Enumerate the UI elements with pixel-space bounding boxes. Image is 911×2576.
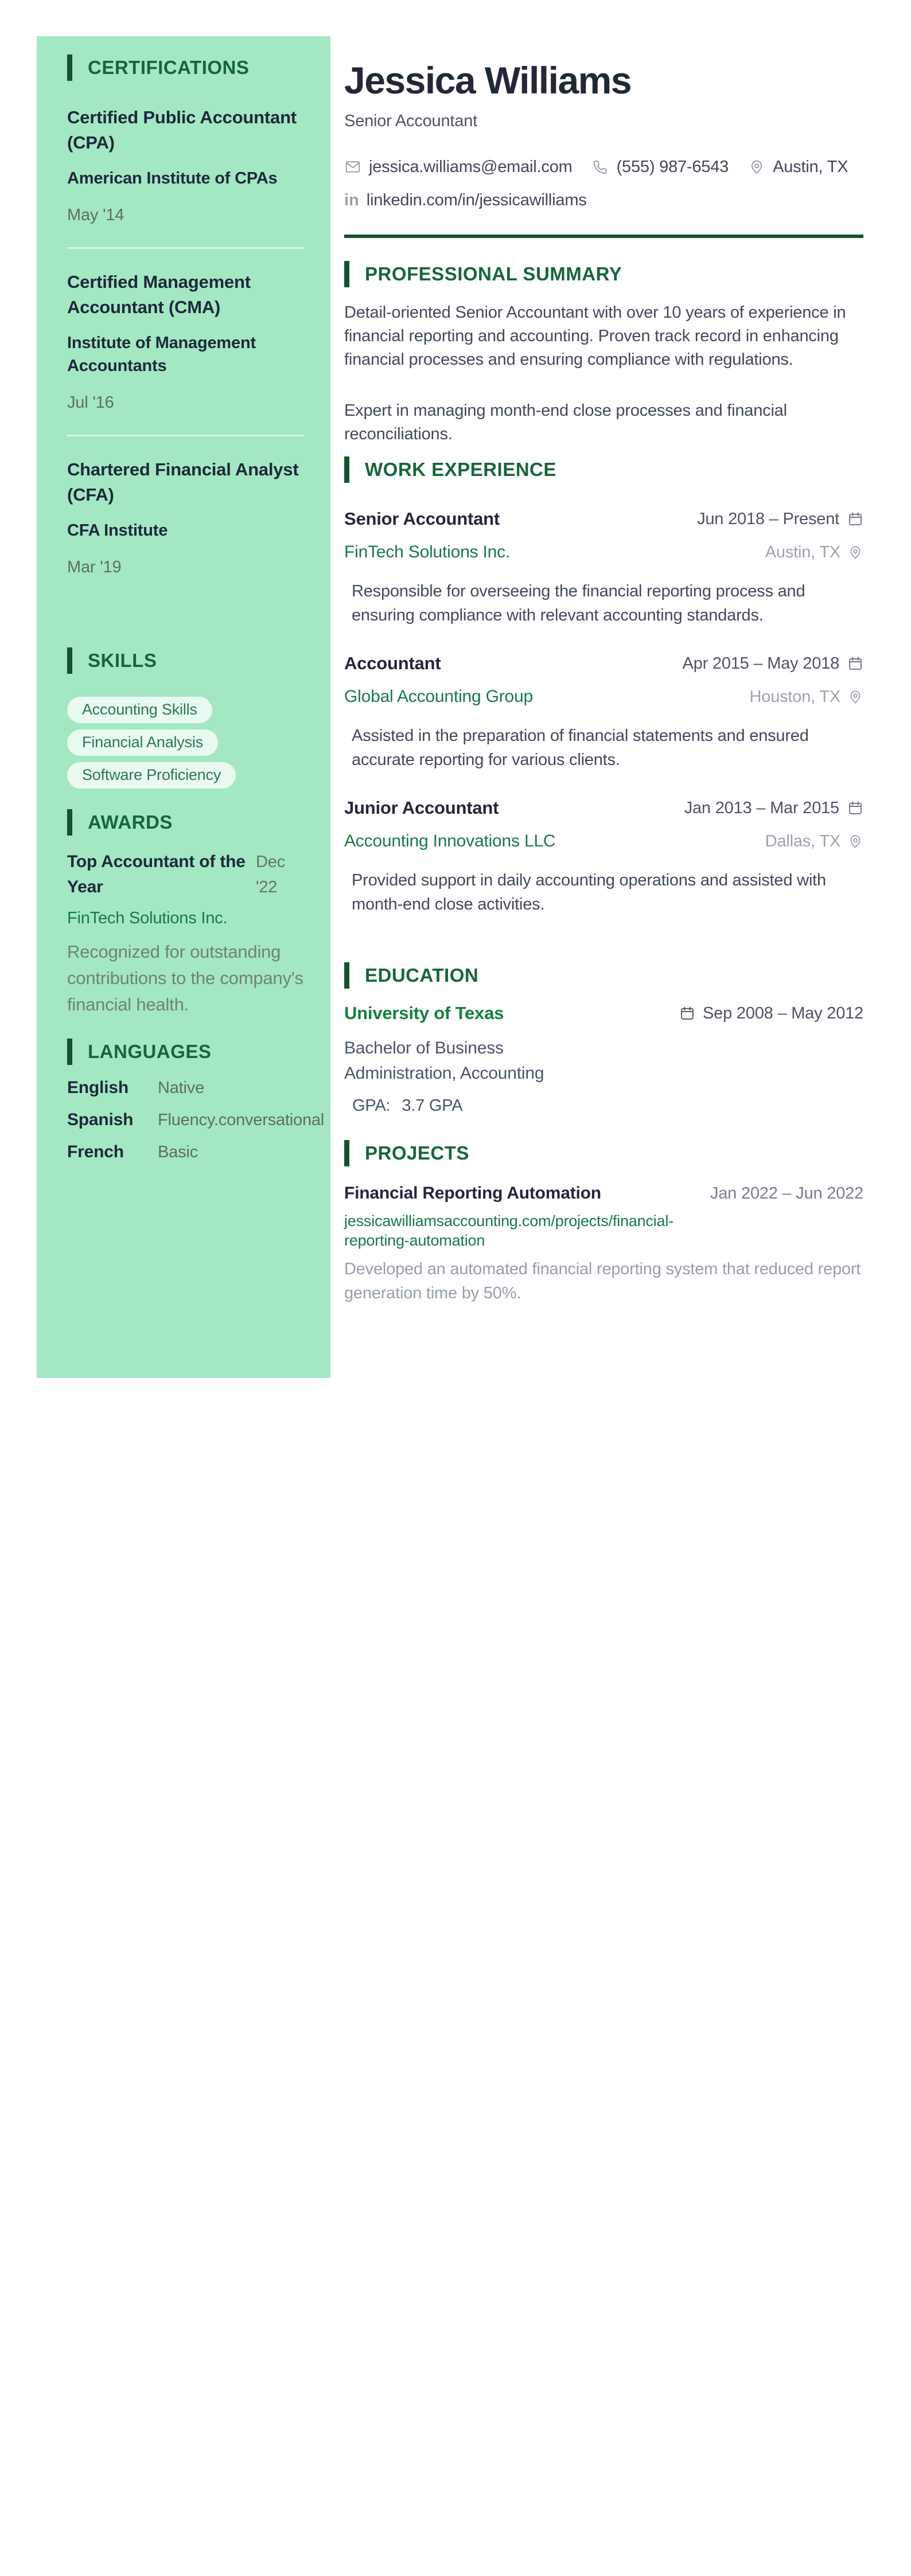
skills-pill-list bbox=[67, 697, 304, 789]
language-row bbox=[67, 1076, 304, 1099]
contact-location bbox=[748, 155, 848, 178]
job-dates: Jan 2013 – Mar 2015 bbox=[684, 799, 839, 817]
language-level: Basic bbox=[158, 1143, 198, 1161]
contact-linkedin[interactable] bbox=[344, 189, 587, 212]
work-section-heading bbox=[344, 456, 863, 483]
summary-title: PROFESSIONAL SUMMARY bbox=[365, 263, 622, 284]
awards-title: AWARDS bbox=[88, 811, 173, 833]
job-location: Houston, TX bbox=[749, 688, 840, 706]
location-text: Austin, TX bbox=[773, 158, 848, 176]
language-name: English bbox=[67, 1078, 129, 1097]
education-dates: Sep 2008 – May 2012 bbox=[703, 1004, 863, 1022]
certification-date: May '14 bbox=[67, 206, 124, 224]
awards-section-heading bbox=[67, 809, 304, 836]
job-company: Accounting Innovations LLC bbox=[344, 832, 556, 850]
certification-name: Certified Public Accountant (CPA) bbox=[67, 107, 297, 153]
heading-accent-bar bbox=[67, 1039, 72, 1065]
certification-name: Chartered Financial Analyst (CFA) bbox=[67, 459, 299, 505]
award-date: Dec '22 bbox=[256, 853, 285, 896]
job-description: Provided support in daily accounting operations and assisted with month-end close activities. bbox=[352, 871, 826, 914]
education-entry bbox=[344, 1002, 863, 1117]
skill-pill: Software Proficiency bbox=[67, 762, 236, 789]
education-gpa-row bbox=[344, 1094, 591, 1117]
heading-accent-bar bbox=[67, 54, 72, 81]
location-pin-icon bbox=[847, 833, 863, 849]
phone-text: (555) 987-6543 bbox=[616, 158, 729, 176]
project-entry bbox=[344, 1182, 863, 1305]
phone-icon bbox=[592, 158, 609, 175]
languages-list bbox=[67, 1076, 325, 1164]
job-location: Austin, TX bbox=[765, 543, 840, 561]
certification-name: Certified Management Accountant (CMA) bbox=[67, 272, 251, 317]
award-issuer: FinTech Solutions Inc. bbox=[67, 909, 228, 927]
languages-title: LANGUAGES bbox=[88, 1041, 212, 1062]
skill-pill: Financial Analysis bbox=[67, 729, 218, 756]
sidebar bbox=[37, 36, 330, 1378]
job-dates: Jun 2018 – Present bbox=[697, 510, 839, 528]
job-description: Responsible for overseeing the financial reporting process and ensuring compliance with relevant accounting standards. bbox=[352, 582, 805, 625]
job-entry bbox=[344, 797, 863, 916]
certification-item bbox=[67, 457, 304, 579]
heading-accent-bar bbox=[344, 962, 349, 989]
contact-phone[interactable] bbox=[592, 155, 729, 178]
calendar-icon bbox=[679, 1005, 695, 1021]
certification-date: Jul '16 bbox=[67, 393, 114, 412]
job-title: Accountant bbox=[344, 653, 441, 673]
projects-title: PROJECTS bbox=[365, 1142, 469, 1164]
heading-accent-bar bbox=[344, 456, 349, 483]
certification-issuer: CFA Institute bbox=[67, 521, 168, 540]
certifications-section-heading bbox=[67, 54, 304, 81]
languages-section-heading bbox=[67, 1039, 304, 1065]
calendar-icon bbox=[847, 655, 863, 672]
project-description: Developed an automated financial reporting system that reduced report generation time by 50%. bbox=[344, 1260, 861, 1302]
certifications-title: CERTIFICATIONS bbox=[88, 57, 250, 78]
heading-accent-bar bbox=[67, 809, 72, 836]
person-name: Jessica Williams bbox=[344, 59, 632, 102]
language-row bbox=[67, 1141, 304, 1164]
calendar-icon bbox=[847, 800, 863, 816]
heading-accent-bar bbox=[67, 647, 72, 674]
job-location: Dallas, TX bbox=[765, 832, 840, 850]
work-title: WORK EXPERIENCE bbox=[365, 459, 556, 480]
certification-issuer: American Institute of CPAs bbox=[67, 169, 278, 188]
language-name: French bbox=[67, 1142, 124, 1161]
skill-pill: Accounting Skills bbox=[67, 697, 212, 723]
certification-item bbox=[67, 270, 304, 414]
job-description: Assisted in the preparation of financial statements and ensured accurate reporting for various clients. bbox=[352, 727, 809, 769]
job-company: FinTech Solutions Inc. bbox=[344, 542, 511, 561]
contact-row bbox=[344, 189, 863, 212]
heading-accent-bar bbox=[344, 1140, 349, 1166]
education-school: University of Texas bbox=[344, 1003, 504, 1023]
gpa-label: GPA: bbox=[352, 1096, 391, 1115]
language-name: Spanish bbox=[67, 1110, 134, 1129]
job-dates: Apr 2015 – May 2018 bbox=[682, 654, 839, 673]
email-text: jessica.williams@email.com bbox=[369, 158, 573, 176]
job-entry bbox=[344, 653, 863, 772]
skills-section-heading bbox=[67, 647, 304, 674]
award-description: Recognized for outstanding contributions to the company's financial health. bbox=[67, 942, 303, 1014]
certification-date: Mar '19 bbox=[67, 558, 122, 576]
certification-issuer: Institute of Management Accountants bbox=[67, 334, 256, 375]
heading-accent-bar bbox=[344, 261, 349, 287]
header-divider bbox=[344, 235, 863, 238]
language-level: Native bbox=[158, 1079, 204, 1097]
location-pin-icon bbox=[847, 544, 863, 560]
education-section-heading bbox=[344, 962, 863, 989]
contact-row bbox=[344, 155, 863, 178]
project-url-link[interactable]: jessicawilliamsaccounting.com/projects/financial-reporting-automation bbox=[344, 1212, 673, 1249]
education-title: EDUCATION bbox=[365, 965, 479, 986]
location-pin-icon bbox=[748, 158, 765, 175]
summary-section-heading bbox=[344, 261, 863, 287]
summary-paragraph: Detail-oriented Senior Accountant with over 10 years of experience in financial reporting and accounting. Proven track record in enhancing financial processes and ensuring compliance with regulations. bbox=[344, 303, 846, 369]
project-name: Financial Reporting Automation bbox=[344, 1184, 601, 1203]
mail-icon bbox=[344, 158, 361, 175]
education-degree: Bachelor of Business Administration, Accounting bbox=[344, 1039, 544, 1083]
skills-title: SKILLS bbox=[88, 650, 157, 671]
location-pin-icon bbox=[847, 689, 863, 705]
projects-section-heading bbox=[344, 1140, 863, 1166]
sidebar-divider bbox=[67, 435, 304, 436]
main-column bbox=[344, 36, 863, 1305]
job-entry bbox=[344, 508, 863, 627]
contact-email[interactable] bbox=[344, 155, 573, 178]
person-role: Senior Accountant bbox=[344, 112, 477, 130]
linkedin-icon: in bbox=[344, 191, 359, 209]
linkedin-text: linkedin.com/in/jessicawilliams bbox=[366, 191, 587, 209]
sidebar-divider bbox=[67, 247, 304, 249]
language-level: Fluency.conversational bbox=[158, 1111, 325, 1129]
gpa-value: 3.7 GPA bbox=[402, 1096, 463, 1115]
calendar-icon bbox=[847, 511, 863, 527]
summary-paragraph: Expert in managing month-end close processes and financial reconciliations. bbox=[344, 401, 787, 443]
job-title: Junior Accountant bbox=[344, 798, 499, 818]
job-company: Global Accounting Group bbox=[344, 687, 533, 706]
job-title: Senior Accountant bbox=[344, 509, 500, 529]
language-row bbox=[67, 1109, 325, 1131]
certification-item bbox=[67, 105, 304, 227]
award-title: Top Accountant of the Year bbox=[67, 852, 246, 896]
award-item bbox=[67, 849, 304, 1018]
project-dates: Jan 2022 – Jun 2022 bbox=[710, 1184, 863, 1203]
